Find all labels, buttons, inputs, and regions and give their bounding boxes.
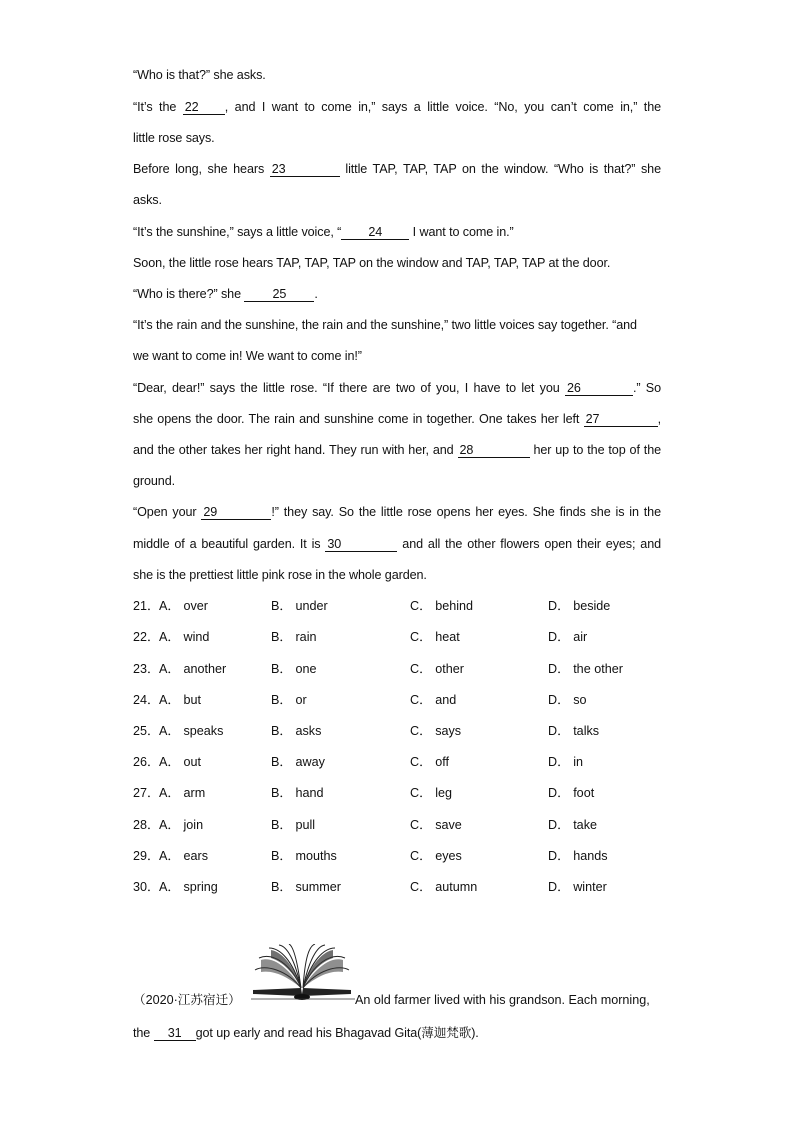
option-c[interactable]: C． other (410, 662, 464, 676)
option-b[interactable]: B． under (271, 599, 328, 613)
question-number: 29． (133, 849, 160, 863)
blank-28: 28 (458, 443, 530, 458)
option-d[interactable]: D． take (548, 818, 597, 832)
passage-source: （2020·江苏宿迁） (133, 993, 241, 1007)
option-b[interactable]: B． asks (271, 724, 322, 738)
passage-line: and the other takes her right hand. They run with her, and 28 her up to the top of the (133, 443, 662, 457)
option-a[interactable]: A． wind (159, 630, 210, 644)
blank-27: 27 (584, 412, 658, 427)
option-b[interactable]: B． away (271, 755, 325, 769)
option-d[interactable]: D． talks (548, 724, 600, 738)
passage-line: “Who is there?” she 25 . (133, 287, 318, 301)
option-a[interactable]: A． but (159, 693, 201, 707)
option-a[interactable]: A． ears (159, 849, 208, 863)
option-d[interactable]: D． beside (548, 599, 611, 613)
passage-line: “It’s the 22 , and I want to come in,” says a little voice. “No, you can’t come in,” the (133, 100, 661, 114)
blank-26: 26 (565, 381, 633, 396)
blank-22: 22 (183, 100, 225, 115)
question-number: 30． (133, 880, 160, 894)
option-a[interactable]: A． speaks (159, 724, 224, 738)
question-number: 22． (133, 630, 160, 644)
passage-line: asks. (133, 193, 162, 207)
option-d[interactable]: D． foot (548, 786, 595, 800)
option-a[interactable]: A． out (159, 755, 201, 769)
option-d[interactable]: D． the other (548, 662, 623, 676)
blank-23: 23 (270, 162, 340, 177)
passage-line: “It’s the sunshine,” says a little voice, “ 24 I want to come in.” (133, 225, 514, 239)
passage-line: she is the prettiest little pink rose in the whole garden. (133, 568, 427, 582)
question-number: 23． (133, 662, 160, 676)
question-22 (133, 627, 653, 647)
option-a[interactable]: A． arm (159, 786, 206, 800)
option-c[interactable]: C． save (410, 818, 462, 832)
passage-line: “Open your 29 !” they say. So the little rose opens her eyes. She finds she is in the (133, 505, 661, 519)
blank-29: 29 (201, 505, 271, 520)
option-b[interactable]: B． summer (271, 880, 341, 894)
option-d[interactable]: D． air (548, 630, 588, 644)
passage-line: Soon, the little rose hears TAP, TAP, TAP on the window and TAP, TAP, TAP at the door. (133, 256, 611, 270)
option-c[interactable]: C． eyes (410, 849, 462, 863)
question-24 (133, 690, 653, 710)
question-number: 21． (133, 599, 160, 613)
passage-line: ground. (133, 474, 176, 488)
question-21 (133, 596, 653, 616)
passage-line: “It’s the rain and the sunshine, the rain and the sunshine,” two little voices say together. “and (133, 318, 637, 332)
question-29 (133, 846, 653, 866)
question-number: 26． (133, 755, 160, 769)
option-b[interactable]: B． one (271, 662, 317, 676)
question-number: 27． (133, 786, 160, 800)
option-a[interactable]: A． over (159, 599, 208, 613)
option-d[interactable]: D． winter (548, 880, 607, 894)
passage-line: we want to come in! We want to come in!” (133, 349, 362, 363)
open-book-icon (251, 944, 355, 1002)
blank-30: 30 (325, 537, 397, 552)
option-b[interactable]: B． hand (271, 786, 324, 800)
option-b[interactable]: B． pull (271, 818, 316, 832)
question-25 (133, 721, 653, 741)
passage-line: An old farmer lived with his grandson. Each morning, (355, 993, 650, 1007)
option-c[interactable]: C． behind (410, 599, 474, 613)
question-30 (133, 877, 653, 897)
option-c[interactable]: C． leg (410, 786, 452, 800)
option-c[interactable]: C． heat (410, 630, 460, 644)
option-c[interactable]: C． and (410, 693, 457, 707)
question-27 (133, 783, 653, 803)
passage-line: “Dear, dear!” says the little rose. “If there are two of you, I have to let you 26 .” So (133, 381, 661, 395)
passage-line: the 31 got up early and read his Bhagavad Gita(薄迦梵歌). (133, 1026, 479, 1040)
passage-line: “Who is that?” she asks. (133, 68, 266, 82)
passage-line: little rose says. (133, 131, 215, 145)
option-a[interactable]: A． spring (159, 880, 218, 894)
option-a[interactable]: A． another (159, 662, 227, 676)
blank-25: 25 (244, 287, 314, 302)
question-number: 24． (133, 693, 160, 707)
passage-line: Before long, she hears 23 little TAP, TAP, TAP on the window. “Who is that?” she (133, 162, 661, 176)
option-c[interactable]: C． says (410, 724, 462, 738)
blank-24: 24 (341, 225, 409, 240)
option-d[interactable]: D． so (548, 693, 587, 707)
option-c[interactable]: C． off (410, 755, 449, 769)
option-b[interactable]: B． or (271, 693, 307, 707)
passage-line: she opens the door. The rain and sunshine come in together. One takes her left 27 , (133, 412, 661, 426)
question-26 (133, 752, 653, 772)
blank-31: 31 (154, 1026, 196, 1041)
option-d[interactable]: D． hands (548, 849, 608, 863)
option-c[interactable]: C． autumn (410, 880, 478, 894)
option-b[interactable]: B． mouths (271, 849, 337, 863)
option-d[interactable]: D． in (548, 755, 583, 769)
question-23 (133, 659, 653, 679)
passage-line: middle of a beautiful garden. It is 30 and all the other flowers open their eyes; and (133, 537, 662, 551)
question-number: 28． (133, 818, 160, 832)
option-a[interactable]: A． join (159, 818, 204, 832)
question-28 (133, 815, 653, 835)
question-number: 25． (133, 724, 160, 738)
option-b[interactable]: B． rain (271, 630, 317, 644)
